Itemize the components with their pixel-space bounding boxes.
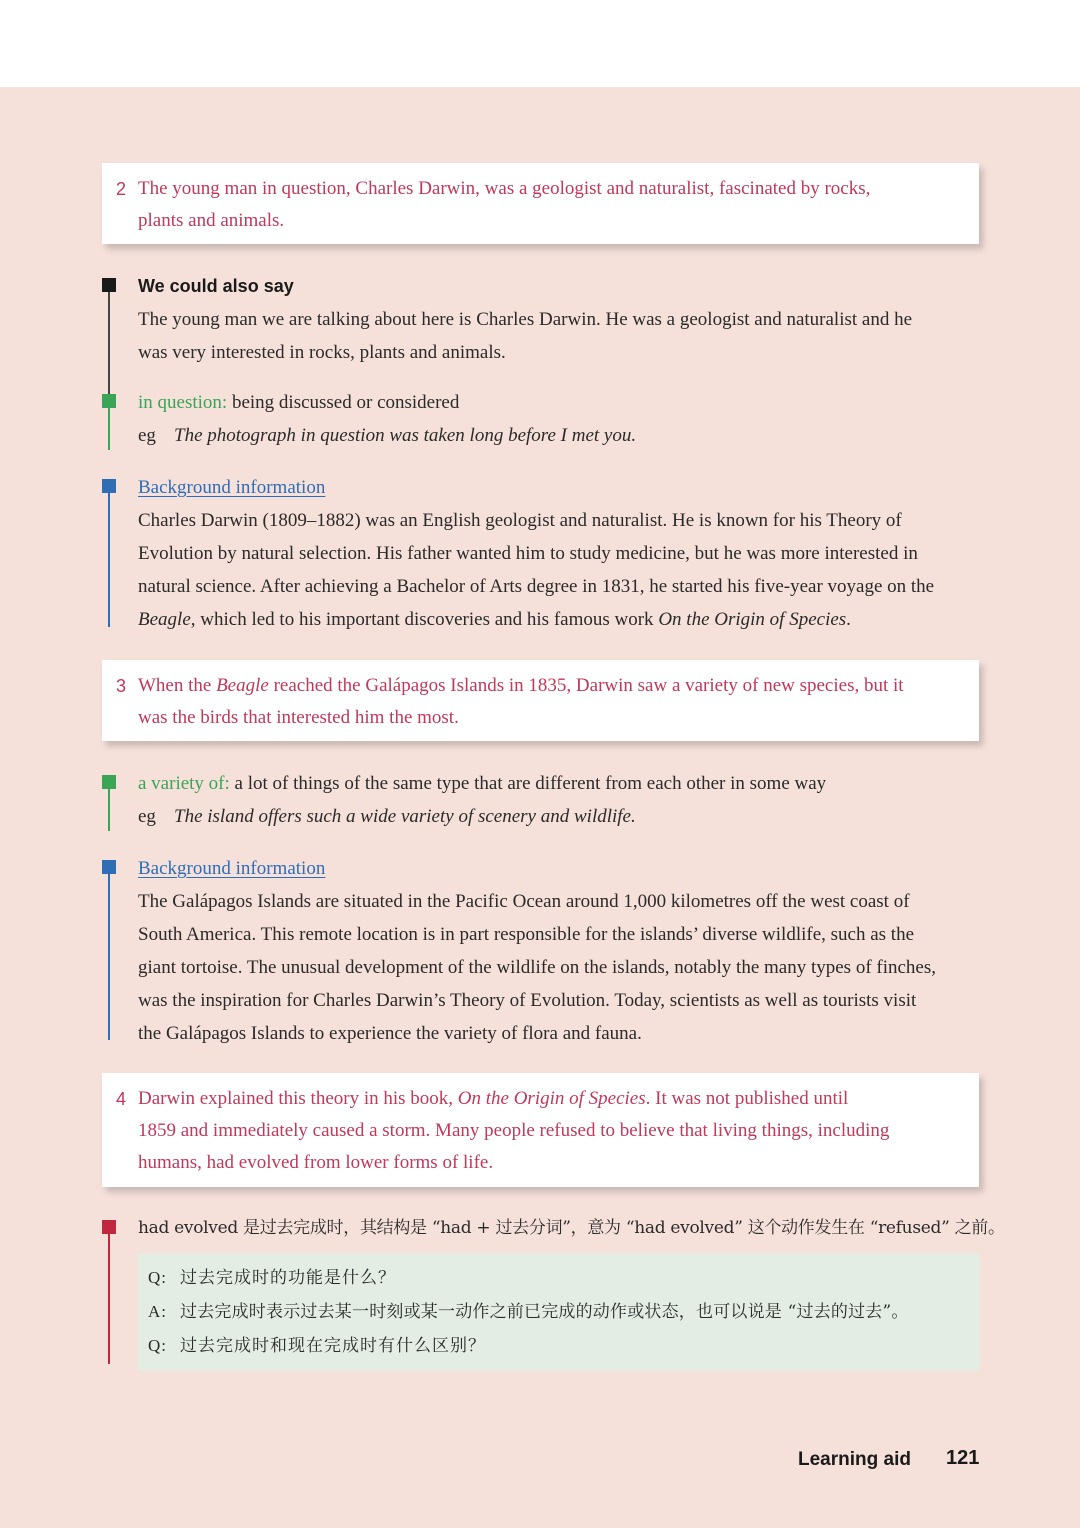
quote-text: . It was not published until — [645, 1088, 849, 1109]
quote-line: humans, had evolved from lower forms of life. — [138, 1152, 494, 1173]
quote-number: 2 — [116, 179, 127, 199]
note-text: The young man we are talking about here is Charles Darwin. He was a geologist and naturalist and he — [138, 309, 913, 330]
quote-text: reached the Galápagos Islands in 1835, Darwin saw a variety of new species, but it — [268, 675, 904, 696]
qa-row — [148, 1295, 970, 1329]
quote-number: 4 — [116, 1089, 127, 1109]
note-text: was the inspiration for Charles Darwin’s Theory of Evolution. Today, scientists as well as tourists visit — [138, 990, 917, 1011]
note-rule — [108, 284, 110, 394]
ship-name: Beagle — [138, 609, 191, 630]
quote-line: was the birds that interested him the most. — [138, 707, 459, 728]
note-background-information-2 — [102, 852, 982, 1050]
qa-box — [138, 1253, 980, 1371]
note-text: the Galápagos Islands to experience the variety of flora and fauna. — [138, 1023, 642, 1044]
note-we-could-also-say — [102, 270, 982, 369]
ship-name: Beagle — [216, 675, 269, 696]
note-rule — [108, 866, 110, 1040]
quote-line: plants and animals. — [138, 210, 285, 231]
note-text: , which led to his important discoveries and his famous work — [190, 609, 659, 630]
quote-box-3 — [102, 660, 979, 741]
note-a-variety-of — [102, 767, 982, 833]
example-sentence: The island offers such a wide variety of scenery and wildlife. — [174, 806, 636, 827]
square-marker-blue — [102, 479, 116, 493]
quote-box-2 — [102, 163, 979, 244]
section-label: Learning aid — [798, 1449, 911, 1470]
square-marker-blue — [102, 860, 116, 874]
quote-line: The young man in question, Charles Darwin, was a geologist and naturalist, fascinated by rocks, — [138, 178, 871, 199]
term-definition: being discussed or considered — [227, 392, 460, 413]
note-rule — [108, 485, 110, 627]
note-grammar — [102, 1212, 1005, 1371]
square-marker-green — [102, 394, 116, 408]
square-marker-green — [102, 775, 116, 789]
note-text: Charles Darwin (1809–1882) was an English geologist and naturalist. He is known for his Theory of — [138, 510, 902, 531]
qa-row — [148, 1261, 970, 1295]
note-background-information-1 — [102, 471, 982, 636]
term-definition: a lot of things of the same type that are different from each other in some way — [229, 773, 827, 794]
qa-label: Q: — [148, 1336, 167, 1355]
eg-label: eg — [138, 806, 156, 827]
term-label: in question: — [138, 392, 228, 413]
quote-text: When the — [138, 675, 217, 696]
note-text: . — [846, 609, 851, 630]
example-sentence: The photograph in question was taken long before I met you. — [174, 425, 637, 446]
qa-text: 过去完成时的功能是什么？ — [180, 1268, 396, 1288]
quote-text: Darwin explained this theory in his book, — [138, 1088, 458, 1109]
square-marker-black — [102, 278, 116, 292]
top-margin — [0, 0, 1080, 87]
note-heading: We could also say — [138, 276, 294, 296]
qa-text: 过去完成时和现在完成时有什么区别？ — [180, 1336, 486, 1356]
book-title: On the Origin of Species — [658, 609, 847, 630]
qa-row — [148, 1329, 970, 1363]
note-text: Evolution by natural selection. His father wanted him to study medicine, but he was more interested in — [138, 543, 918, 564]
term-label: a variety of: — [138, 773, 230, 794]
note-text: South America. This remote location is in part responsible for the islands’ diverse wildlife, such as the — [138, 924, 915, 945]
note-text: natural science. After achieving a Bachelor of Arts degree in 1831, he started his five-year voyage on the — [138, 576, 935, 597]
quote-line — [138, 1083, 949, 1115]
background-heading: Background information — [138, 858, 326, 879]
background-heading: Background information — [138, 477, 326, 498]
quote-line — [138, 670, 949, 702]
page-number: 121 — [946, 1447, 980, 1469]
qa-label: Q: — [148, 1268, 167, 1287]
note-rule — [108, 1226, 110, 1364]
qa-text: 过去完成时表示过去某一时刻或某一动作之前已完成的动作或状态，也可以说是 “过去的过去”。 — [180, 1302, 909, 1322]
quote-line: 1859 and immediately caused a storm. Many people refused to believe that living things, including — [138, 1120, 890, 1141]
quote-box-4 — [102, 1073, 979, 1187]
note-text: was very interested in rocks, plants and animals. — [138, 342, 506, 363]
quote-number: 3 — [116, 676, 127, 696]
square-marker-red — [102, 1220, 116, 1234]
eg-label: eg — [138, 425, 156, 446]
note-in-question — [102, 386, 982, 452]
note-text: giant tortoise. The unusual development of the wildlife on the islands, notably the many types of finches, — [138, 957, 937, 978]
grammar-explanation: had evolved 是过去完成时，其结构是 “had + 过去分词”，意为 “had evolved” 这个动作发生在 “refused” 之前。 — [138, 1218, 1005, 1238]
book-title: On the Origin of Species — [457, 1088, 646, 1109]
note-text: The Galápagos Islands are situated in the Pacific Ocean around 1,000 kilometres off the west coast of — [138, 891, 910, 912]
qa-label: A: — [148, 1302, 167, 1321]
